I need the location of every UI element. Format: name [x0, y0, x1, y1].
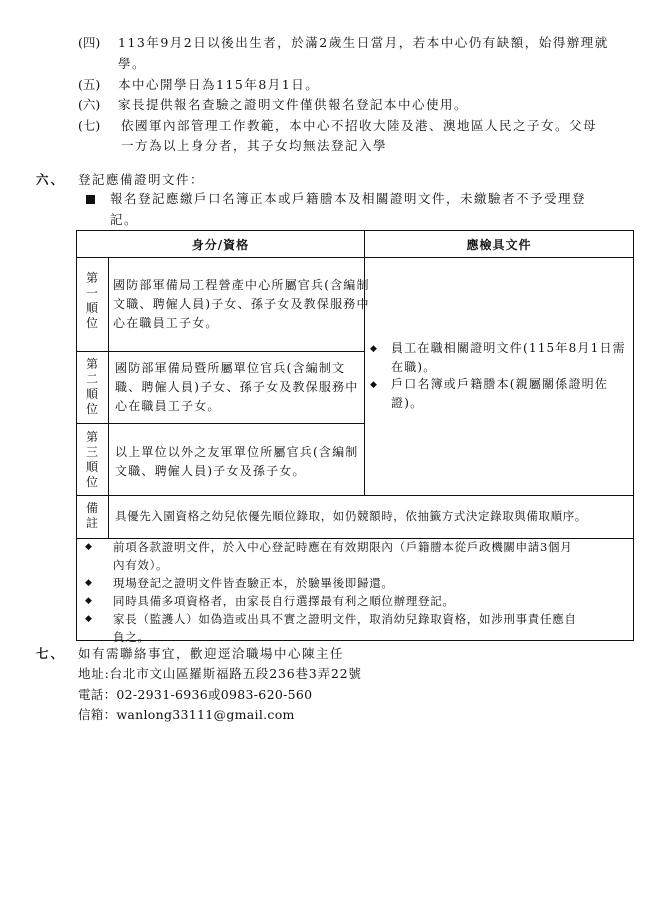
section-number: 六、	[36, 172, 66, 187]
contact-intro: 如有需聯絡事宜，歡迎逕洽職場中心陳主任	[78, 646, 345, 661]
identity-description	[115, 359, 358, 416]
document-item	[391, 375, 608, 413]
cell-line: 職、聘僱人員)子女、孫子女及教保服務中	[115, 380, 359, 394]
cell-line: 心在職員工子女。	[113, 316, 219, 330]
cell-line: 前項各款證明文件，於入中心登記時應在有效期限內（戶籍謄本從戶政機關申請3個月	[113, 540, 573, 554]
rank-char: 位	[85, 316, 98, 330]
cell-line: 內有效）。	[113, 558, 169, 572]
rank-char: 位	[85, 402, 98, 416]
table-divider	[77, 257, 633, 258]
item-number: (五)	[78, 77, 101, 92]
requirement-text-line: 報名登記應繳戶口名簿正本或戶籍謄本及相關證明文件，未繳驗者不予受理登	[110, 191, 587, 206]
diamond-bullet-icon: ◆	[370, 344, 377, 354]
item-text-line: 113年9月2日以後出生者，於滿2歲生日當月，若本中心仍有缺額，始得辦理就	[118, 35, 609, 50]
identity-description	[113, 276, 370, 333]
square-bullet-icon	[86, 195, 95, 204]
item-number: (六)	[78, 97, 101, 112]
item-text-line: 依國軍內部管理工作教範，本中心不招收大陸及港、澳地區人民之子女。父母	[121, 118, 598, 133]
item-number: (四)	[78, 35, 101, 50]
remark-text: 具優先入園資格之幼兒依優先順位錄取，如仍競額時，依抽籤方式決定錄取與備取順序。	[115, 509, 587, 523]
contact-email[interactable]: 信箱：wanlong33111@gmail.com	[78, 707, 295, 722]
rank-char: 順	[85, 301, 98, 315]
diamond-bullet-icon: ◆	[85, 596, 92, 606]
table-divider	[364, 231, 365, 495]
diamond-bullet-icon: ◆	[85, 578, 92, 588]
cell-line: 文職、聘僱人員)子女、孫子女及教保服務中	[113, 297, 370, 311]
cell-line: 心在職員工子女。	[115, 399, 221, 413]
eligibility-table	[76, 230, 634, 644]
cell-line: 國防部軍備局暨所屬單位官兵(含編制文	[115, 361, 346, 375]
item-number: (七)	[78, 118, 101, 133]
rank-char: 位	[85, 475, 98, 489]
cell-line: 證)。	[391, 396, 424, 410]
rank-char: 二	[85, 372, 98, 386]
table-divider	[77, 495, 633, 496]
rank-char: 順	[85, 387, 98, 401]
note-item	[113, 538, 572, 574]
remark-label	[77, 501, 107, 531]
cell-line: 同時具備多項資格者，由家長自行選擇最有利之順位辦理登記。	[113, 594, 455, 608]
cell-line: 負之。	[113, 630, 150, 644]
cell-line: 現場登記之證明文件皆查驗正本，於驗畢後即歸還。	[113, 576, 394, 590]
item-text-line: 本中心開學日為115年8月1日。	[118, 77, 320, 92]
table-divider	[77, 423, 364, 424]
cell-line: 員工在職相關證明文件(115年8月1日需	[391, 341, 626, 355]
rank-char: 第	[85, 430, 98, 444]
cell-line: 文職、聘僱人員)子女及孫子女。	[115, 464, 306, 478]
table-divider	[77, 351, 364, 352]
column-header-identity: 身分/資格	[191, 238, 250, 252]
section-title: 登記應備證明文件：	[78, 172, 205, 187]
contact-phone: 電話：02-2931-6936或0983-620-560	[78, 687, 313, 702]
diamond-bullet-icon: ◆	[370, 380, 377, 390]
section-number: 七、	[36, 646, 66, 661]
table-divider	[108, 495, 109, 538]
note-item	[113, 610, 577, 646]
note-item	[113, 592, 455, 610]
document-item	[391, 339, 626, 377]
diamond-bullet-icon: ◆	[85, 614, 92, 624]
priority-rank	[77, 271, 107, 331]
item-text-line: 家長提供報名查驗之證明文件僅供報名登記本中心使用。	[118, 97, 469, 112]
requirement-text-line: 記。	[110, 212, 139, 227]
priority-rank	[77, 357, 107, 417]
note-item	[113, 574, 394, 592]
remark-char: 註	[85, 516, 98, 530]
item-text-line: 學。	[118, 56, 147, 71]
item-text-line: 一方為以上身分者，其子女均無法登記入學	[121, 138, 388, 153]
diamond-bullet-icon: ◆	[85, 542, 92, 552]
rank-char: 一	[85, 286, 98, 300]
contact-address: 地址:台北市文山區羅斯福路五段236巷3弄22號	[78, 666, 362, 681]
rank-char: 順	[85, 460, 98, 474]
rank-char: 第	[85, 357, 98, 371]
rank-char: 第	[85, 271, 98, 285]
table-divider	[108, 257, 109, 495]
cell-line: 以上單位以外之友軍單位所屬官兵(含編制	[115, 445, 359, 459]
cell-line: 國防部軍備局工程營產中心所屬官兵(含編制	[113, 278, 370, 292]
cell-line: 家長（監護人）如偽造或出具不實之證明文件，取消幼兒錄取資格，如涉刑事責任應自	[113, 612, 577, 626]
cell-line: 戶口名簿或戶籍謄本(親屬關係證明佐	[391, 377, 609, 391]
rank-char: 三	[85, 445, 98, 459]
cell-line: 在職)。	[391, 360, 437, 374]
identity-description	[115, 443, 358, 481]
column-header-documents: 應檢具文件	[466, 238, 532, 252]
remark-char: 備	[85, 501, 98, 515]
priority-rank	[77, 430, 107, 490]
